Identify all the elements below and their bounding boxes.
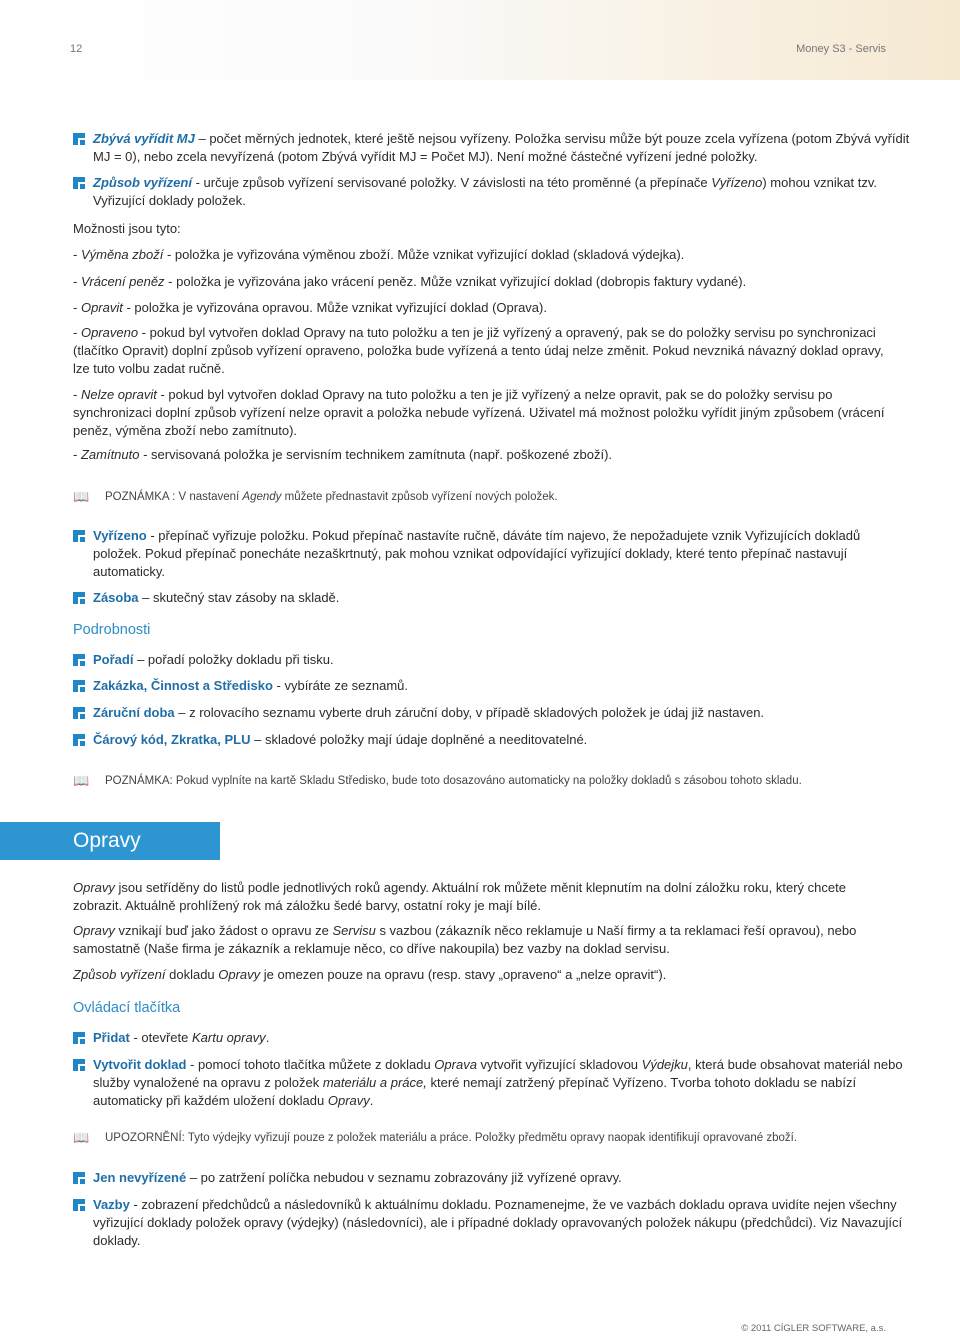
term-zarucni: Záruční doba bbox=[93, 705, 175, 720]
option-text: - položka je vyřizována opravou. Může vznikat vyřizující doklad (Oprava). bbox=[122, 300, 547, 315]
p3-italic-2: Opravy bbox=[218, 967, 261, 982]
item-zpusob bbox=[73, 174, 911, 210]
italic-opravy: Opravy bbox=[327, 1093, 370, 1108]
term-zbyva: Zbývá vyřídit MJ bbox=[93, 131, 195, 146]
item-vytvorit bbox=[73, 1056, 911, 1110]
p2-text-1: vznikají buď jako žádost o opravu ze bbox=[114, 923, 333, 938]
option-dash: - bbox=[73, 274, 81, 289]
text-vytvorit-4: které nemají zatržený přepínač Vyřízeno. Tvorba tohoto dokladu se nabízí automaticky při každém uložení dokladu bbox=[93, 1075, 857, 1108]
term-vyrizeno: Vyřízeno bbox=[93, 528, 147, 543]
option-opraveno bbox=[73, 324, 891, 378]
term-poradi: Pořadí bbox=[93, 652, 134, 667]
p1-italic: Opravy bbox=[73, 880, 115, 895]
item-carovy bbox=[73, 731, 911, 749]
bullet-icon bbox=[73, 680, 85, 692]
note-upozorneni bbox=[73, 1129, 923, 1147]
p3-text-1: dokladu bbox=[165, 967, 219, 982]
italic-oprava: Oprava bbox=[434, 1057, 477, 1072]
page-footer: © 2011 CÍGLER SOFTWARE, a.s. bbox=[741, 1323, 886, 1334]
heading-podrobnosti: Podrobnosti bbox=[73, 622, 151, 638]
option-text: - položka je vyřizována výměnou zboží. Může vznikat vyřizující doklad (skladová výdejka). bbox=[163, 247, 685, 262]
term-zasoba: Zásoba bbox=[93, 590, 139, 605]
option-dash: - bbox=[73, 447, 81, 462]
option-name: Výměna zboží bbox=[80, 247, 164, 262]
bullet-icon bbox=[73, 1199, 85, 1211]
text-vazby: - zobrazení předchůdců a následovníků k aktuálnímu dokladu. Poznamenejme, že ve vazbách dokladu oprava uvidíte nejen všechny vyřizující doklady položek opravy (výdejky) (následovníci), ale i případné doklady opravovaných položek nákupu (předchůdci). Viz Navazující doklady. bbox=[93, 1197, 903, 1248]
text-vyrizeno: - přepínač vyřizuje položku. Pokud přepínač nastavíte ručně, dáváte tím najevo, že nepožadujete vznik Vyřizujících dokladů položek. Pokud přepínač ponecháte nezaškrtnutý, pak mohou vznikat odpovídající vyřizující doklady, které tento přepínač nastavují automaticky. bbox=[93, 528, 861, 579]
italic-material: materiálu a práce, bbox=[322, 1075, 427, 1090]
text-pridat-end: . bbox=[265, 1030, 270, 1045]
option-text: - pokud byl vytvořen doklad Opravy na tuto položku a ten je již vyřízený a opravený, pak se do položky servisu po synchronizaci (tlačítko Opravit) doplní způsob vyřízení opraveno, položka bude vyřízená a tento údaj nelze změnit. Pokud nevzniká návazný doklad opravy, lze tuto volbu zadat ručně. bbox=[73, 325, 884, 376]
term-vazby: Vazby bbox=[93, 1197, 130, 1212]
option-vymena bbox=[73, 246, 891, 264]
item-pridat bbox=[73, 1029, 911, 1047]
note-suffix: můžete přednastavit způsob vyřízení nových položek. bbox=[281, 491, 558, 503]
item-jen bbox=[73, 1169, 911, 1187]
option-zamitnuto bbox=[73, 446, 891, 464]
bullet-icon bbox=[73, 133, 85, 145]
option-name: Zamítnuto bbox=[80, 447, 140, 462]
bullet-icon bbox=[73, 530, 85, 542]
option-text: - položka je vyřizována jako vrácení peněz. Může vznikat vyřizující doklad (dobropis faktury vydané). bbox=[164, 274, 747, 289]
text-zpusob-2: ) mohou vznikat tzv. Vyřizující doklady položek. bbox=[93, 175, 877, 208]
book-icon: 📖 bbox=[73, 1130, 90, 1145]
note-text: POZNÁMKA: Pokud vyplníte na kartě Skladu Středisko, bude toto dosazováno automaticky na položky dokladů s zásobou tohoto skladu. bbox=[105, 775, 802, 787]
text-zarucni: – z rolovacího seznamu vyberte druh záruční doby, v případě skladových položek je údaj již nastaven. bbox=[174, 705, 765, 720]
item-poradi bbox=[73, 651, 911, 669]
italic-vydejku: Výdejku bbox=[641, 1057, 688, 1072]
option-dash: - bbox=[73, 300, 81, 315]
bullet-icon bbox=[73, 1032, 85, 1044]
text-vytvorit-end: . bbox=[369, 1093, 374, 1108]
option-dash: - bbox=[73, 387, 81, 402]
term-zpusob: Způsob vyřízení bbox=[93, 175, 192, 190]
bullet-icon bbox=[73, 592, 85, 604]
term-zakazka: Zakázka, Činnost a Středisko bbox=[93, 678, 273, 693]
item-zarucni bbox=[73, 704, 911, 722]
bullet-icon bbox=[73, 654, 85, 666]
text-zbyva: – počet měrných jednotek, které ještě nejsou vyřízeny. Položka servisu může být pouze zcela vyřízena (potom Zbývá vyřídit MJ = 0), nebo zcela nevyřízená (potom Zbývá vyřídit MJ = Počet MJ). Není možné částečné vyřízení jedné položky. bbox=[93, 131, 910, 164]
option-name: Opravit bbox=[80, 300, 123, 315]
text-zakazka: - vybíráte ze seznamů. bbox=[272, 678, 409, 693]
book-icon: 📖 bbox=[73, 773, 90, 788]
note-stredisko bbox=[73, 772, 923, 790]
bullet-icon bbox=[73, 707, 85, 719]
option-opravit bbox=[73, 299, 891, 317]
page-header bbox=[0, 0, 960, 80]
item-vazby bbox=[73, 1196, 911, 1250]
p1-text: jsou setříděny do listů podle jednotlivých roků agendy. Aktuální rok můžete měnit klepnutím na dolní záložku roku, který chcete zobrazit. Aktuálně prohlížený rok má záložku šedé barvy, ostatní roky je mají bílé. bbox=[73, 880, 846, 913]
note-prefix: POZNÁMKA : V nastavení bbox=[105, 491, 243, 503]
option-name: Vrácení peněz bbox=[80, 274, 165, 289]
book-icon: 📖 bbox=[73, 489, 90, 504]
text-zpusob-1: - určuje způsob vyřízení servisované položky. V závislosti na této proměnné (a přepínače bbox=[191, 175, 712, 190]
opravy-p2 bbox=[73, 922, 891, 958]
text-vytvorit-1: - pomocí tohoto tlačítka můžete z dokladu bbox=[186, 1057, 435, 1072]
section-heading-opravy bbox=[0, 822, 220, 860]
text-poradi: – pořadí položky dokladu při tisku. bbox=[133, 652, 334, 667]
p2-italic-2: Servisu bbox=[332, 923, 376, 938]
item-zasoba bbox=[73, 589, 911, 607]
italic-vyrizeno: Vyřízeno bbox=[711, 175, 763, 190]
bullet-icon bbox=[73, 1059, 85, 1071]
note-agenda bbox=[73, 488, 923, 506]
moznosti-label: Možnosti jsou tyto: bbox=[73, 221, 181, 236]
text-zasoba: – skutečný stav zásoby na skladě. bbox=[138, 590, 340, 605]
opravy-p1 bbox=[73, 879, 891, 915]
text-vytvorit-2: vytvořit vyřizující skladovou bbox=[476, 1057, 642, 1072]
option-nelze bbox=[73, 386, 891, 440]
section-title: Opravy bbox=[73, 829, 141, 852]
bullet-icon bbox=[73, 177, 85, 189]
term-jen: Jen nevyřízené bbox=[93, 1170, 187, 1185]
text-pridat: - otevřete bbox=[129, 1030, 192, 1045]
bullet-icon bbox=[73, 734, 85, 746]
upozorneni-text: UPOZORNĚNÍ: Tyto výdejky vyřizují pouze z položek materiálu a práce. Položky předmětu opravy naopak identifikují opravované zboží. bbox=[105, 1132, 798, 1144]
item-zbyva bbox=[73, 130, 911, 166]
option-dash: - bbox=[73, 247, 81, 262]
opravy-p3 bbox=[73, 966, 891, 984]
term-carovy: Čárový kód, Zkratka, PLU bbox=[93, 732, 251, 747]
p2-text-2: s vazbou (zákazník něco reklamuje u Naší firmy a ta reklamaci řeší opravou), nebo samostatně (Naše firma je zákazník a reklamuje něco, co dříve nakoupila) bez vazby na doklad servisu. bbox=[73, 923, 857, 956]
italic-karta: Kartu opravy bbox=[191, 1030, 266, 1045]
text-carovy: – skladové položky mají údaje doplněné a needitovatelné. bbox=[250, 732, 588, 747]
bullet-icon bbox=[73, 1172, 85, 1184]
option-name: Nelze opravit bbox=[80, 387, 157, 402]
p3-text-2: je omezen pouze na opravu (resp. stavy „opraveno“ a „nelze opravit“). bbox=[260, 967, 667, 982]
option-vraceni bbox=[73, 273, 891, 291]
option-dash: - bbox=[73, 325, 81, 340]
page-number: 12 bbox=[70, 43, 83, 55]
heading-ovladaci: Ovládací tlačítka bbox=[73, 1000, 181, 1016]
term-vytvorit: Vytvořit doklad bbox=[93, 1057, 187, 1072]
p2-italic: Opravy bbox=[73, 923, 115, 938]
running-title: Money S3 - Servis bbox=[796, 43, 886, 55]
option-text: - pokud byl vytvořen doklad Opravy na tuto položku a ten je již vyřízený a nelze opravit, pak se do položky servisu po synchronizaci doplní způsob vyřízení nelze opravit a položka nebude vyřízená. Uživatel má možnost položku vyřídit jiným způsobem (vrácení peněz, výměna zboží nebo zamítnuto). bbox=[73, 387, 885, 438]
note-italic: Agendy bbox=[242, 491, 282, 503]
item-zakazka bbox=[73, 677, 911, 695]
item-vyrizeno bbox=[73, 527, 911, 581]
text-vytvorit-3: , která bude obsahovat materiál nebo služby vynaložené na opravu z položek bbox=[93, 1057, 903, 1090]
option-name: Opraveno bbox=[80, 325, 139, 340]
text-jen: – po zatržení políčka nebudou v seznamu zobrazovány již vyřízené opravy. bbox=[186, 1170, 622, 1185]
term-pridat: Přidat bbox=[93, 1030, 130, 1045]
p3-italic: Způsob vyřízení bbox=[73, 967, 166, 982]
option-text: - servisovaná položka je servisním technikem zamítnuta (např. poškozené zboží). bbox=[139, 447, 613, 462]
